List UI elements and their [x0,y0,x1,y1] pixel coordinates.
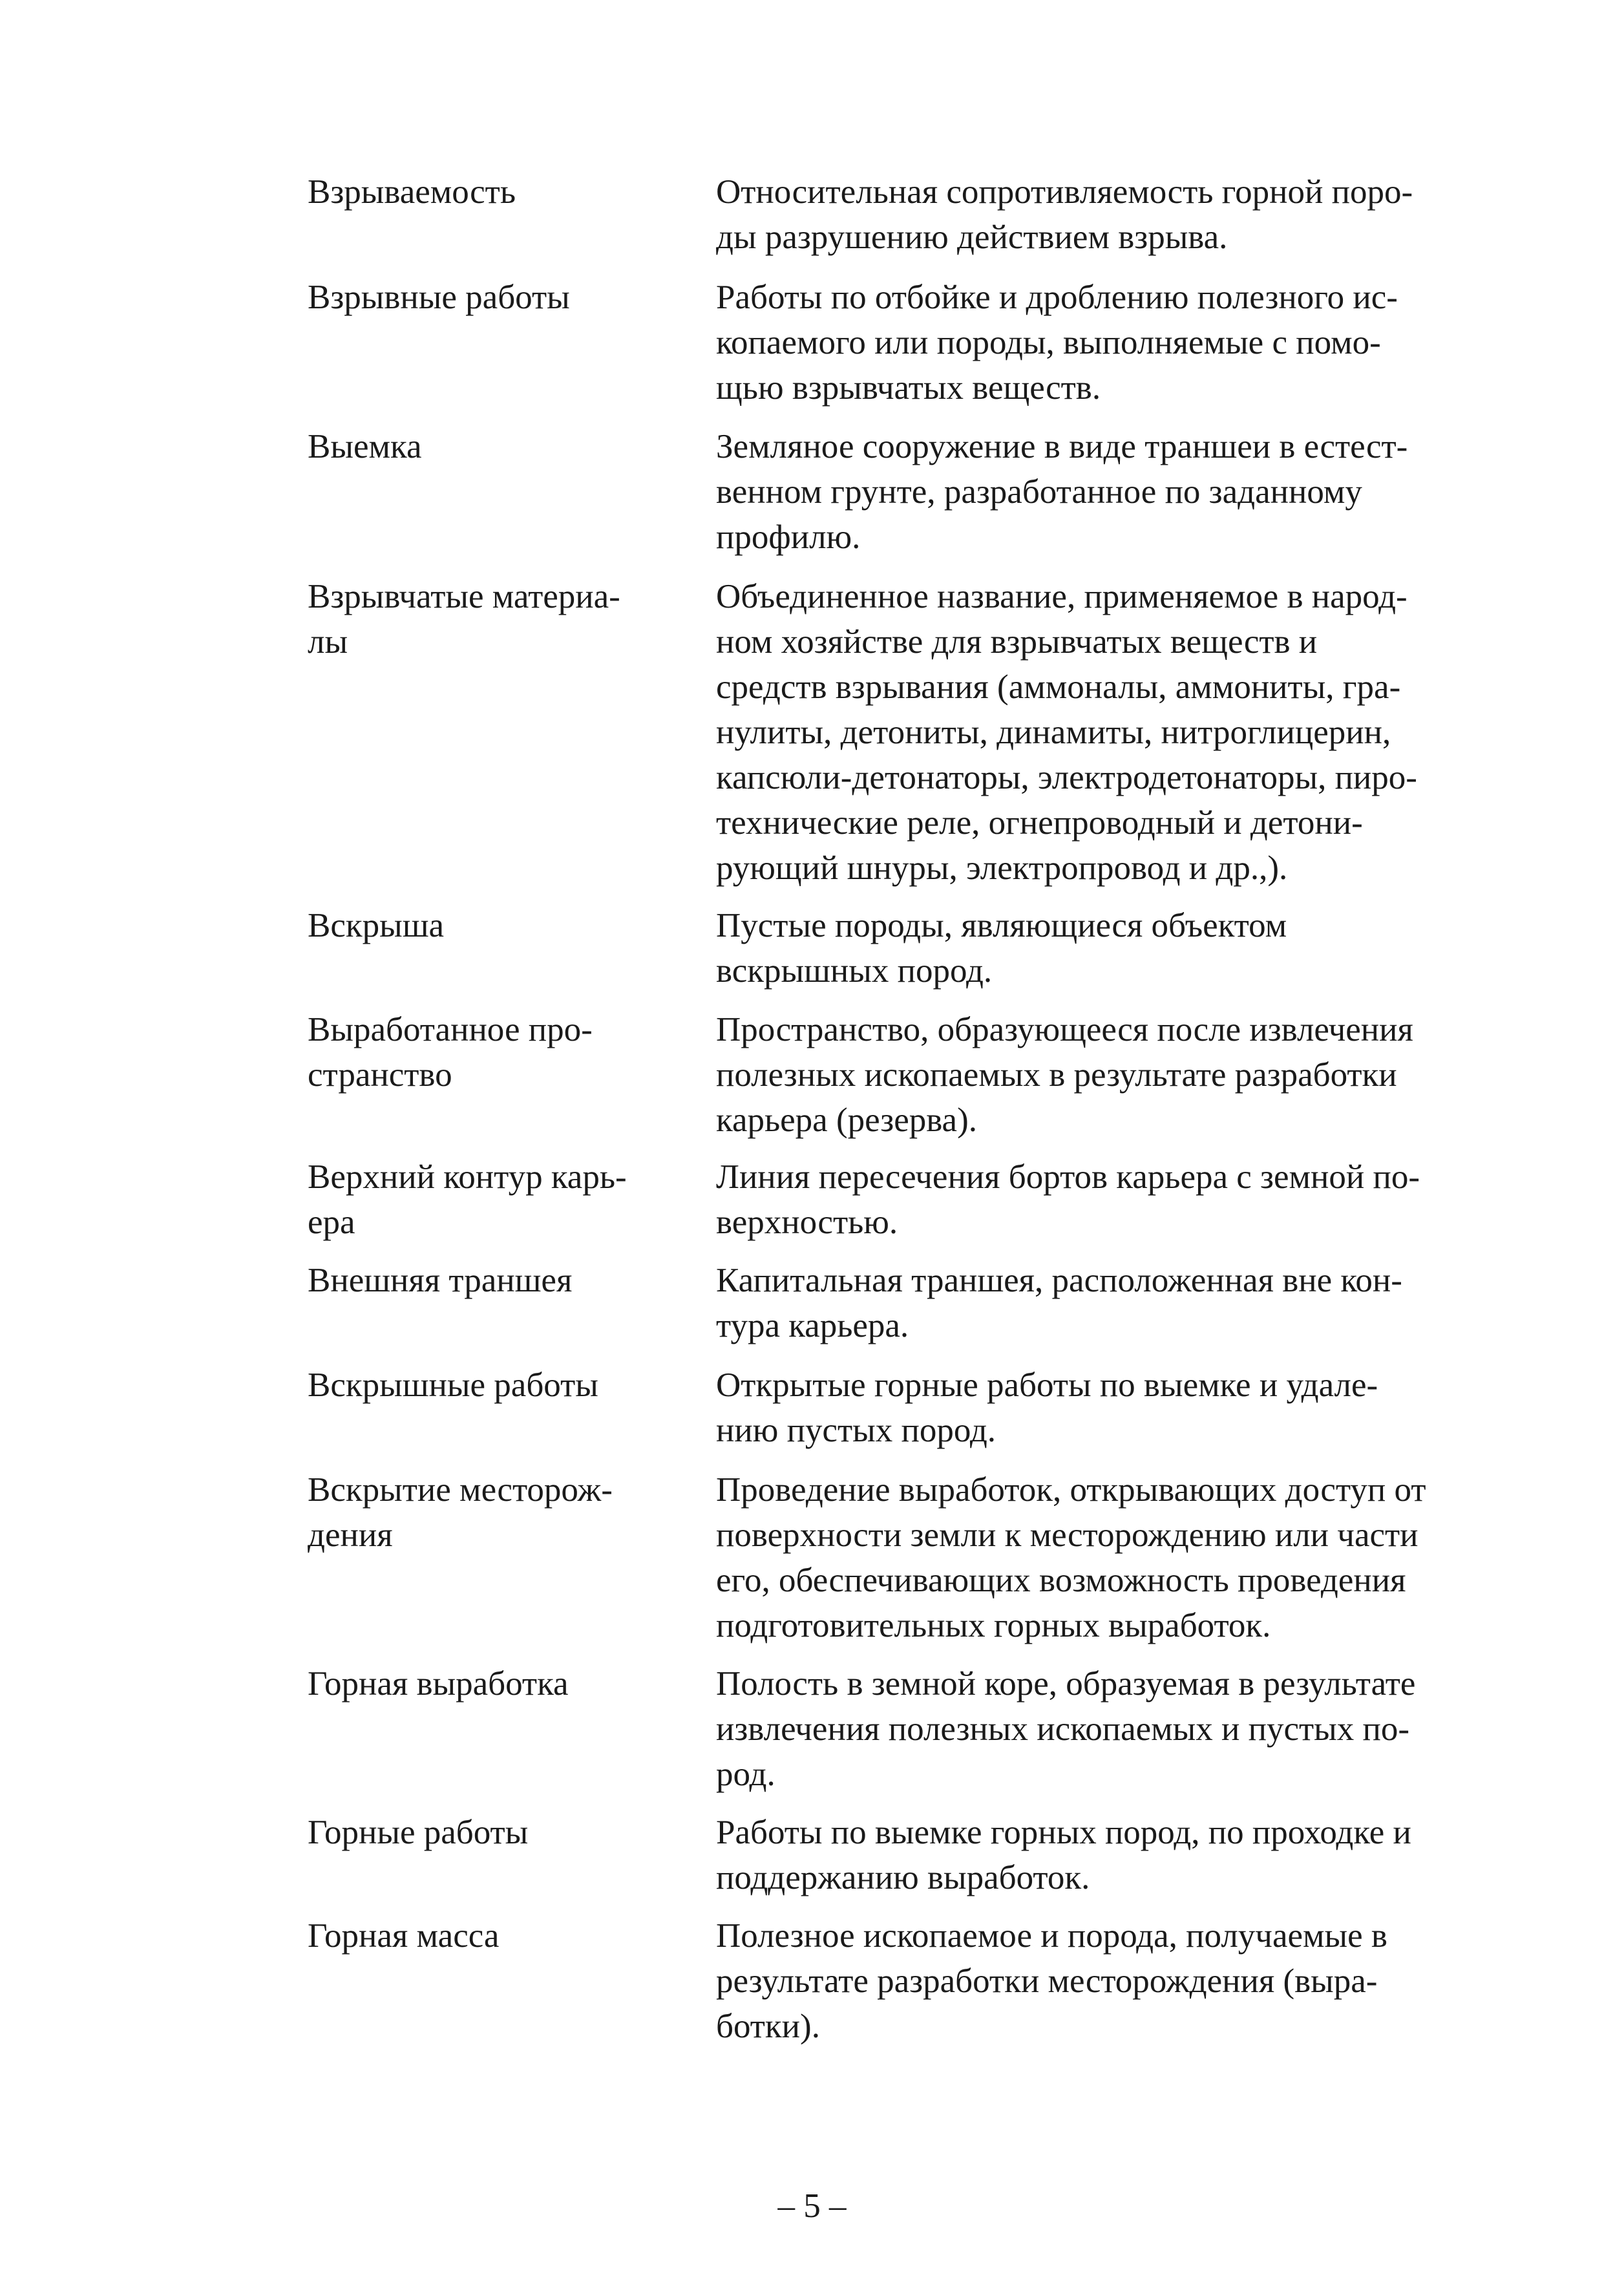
glossary-definition: Объединенное название, применяемое в народ- ном хозяйстве для взрывчатых веществ и средств взрывания (аммоналы, аммониты, гра- нулиты, детониты, динамиты, нитроглицерин, капсюли-детонаторы, электродетонаторы, пиро- технические реле, огнепроводный и детони- рующий шнуры, электропровод и др.,). [716,578,1417,887]
glossary-term: Выработанное про- странство [308,1011,593,1094]
glossary-term: Вскрышные работы [308,1366,598,1404]
glossary-definition: Относительная сопротивляемость горной поро- ды разрушению действием взрыва. [716,173,1413,256]
glossary-term: Вскрыша [308,907,445,944]
glossary-term: Взрывные работы [308,279,570,316]
glossary-term: Вскрытие месторож- дения [308,1471,613,1554]
glossary-definition: Полость в земной коре, образуемая в результате извлечения полезных ископаемых и пустых по- род. [716,1665,1416,1793]
page-number: – 5 – [777,2187,847,2225]
glossary-term: Верхний контур карь- ера [308,1158,627,1241]
glossary-definition: Работы по выемке горных пород, по проходке и поддержанию выработок. [716,1814,1411,1896]
glossary-definition: Проведение выработок, открывающих доступ от поверхности земли к месторождению или части его, обеспечивающих возможность проведения подготовительных горных выработок. [716,1471,1426,1644]
glossary-definition: Работы по отбойке и дроблению полезного ис- копаемого или породы, выполняемые с помо- щью взрывчатых веществ. [716,279,1398,407]
glossary-term: Взрывчатые материа- лы [308,578,620,661]
glossary-definition: Полезное ископаемое и порода, получаемые в результате разработки месторождения (выра- ботки). [716,1917,1387,2045]
glossary-definition: Линия пересечения бортов карьера с земной по- верхностью. [716,1158,1420,1241]
glossary-definition: Пустые породы, являющиеся объектом вскрышных пород. [716,907,1287,990]
glossary-definition: Пространство, образующееся после извлечения полезных ископаемых в результате разработки карьера (резерва). [716,1011,1413,1139]
glossary-term: Горные работы [308,1814,529,1851]
glossary-term: Взрываемость [308,173,516,211]
glossary-definition: Капитальная траншея, расположенная вне кон- тура карьера. [716,1262,1402,1344]
glossary-term: Горная масса [308,1917,500,1955]
glossary-term: Выемка [308,428,422,465]
glossary-definition: Земляное сооружение в виде траншеи в естест- венном грунте, разработанное по заданному профилю. [716,428,1408,556]
glossary-term: Горная выработка [308,1665,569,1703]
glossary-term: Внешняя траншея [308,1262,573,1299]
glossary-definition: Открытые горные работы по выемке и удале- нию пустых пород. [716,1366,1378,1449]
